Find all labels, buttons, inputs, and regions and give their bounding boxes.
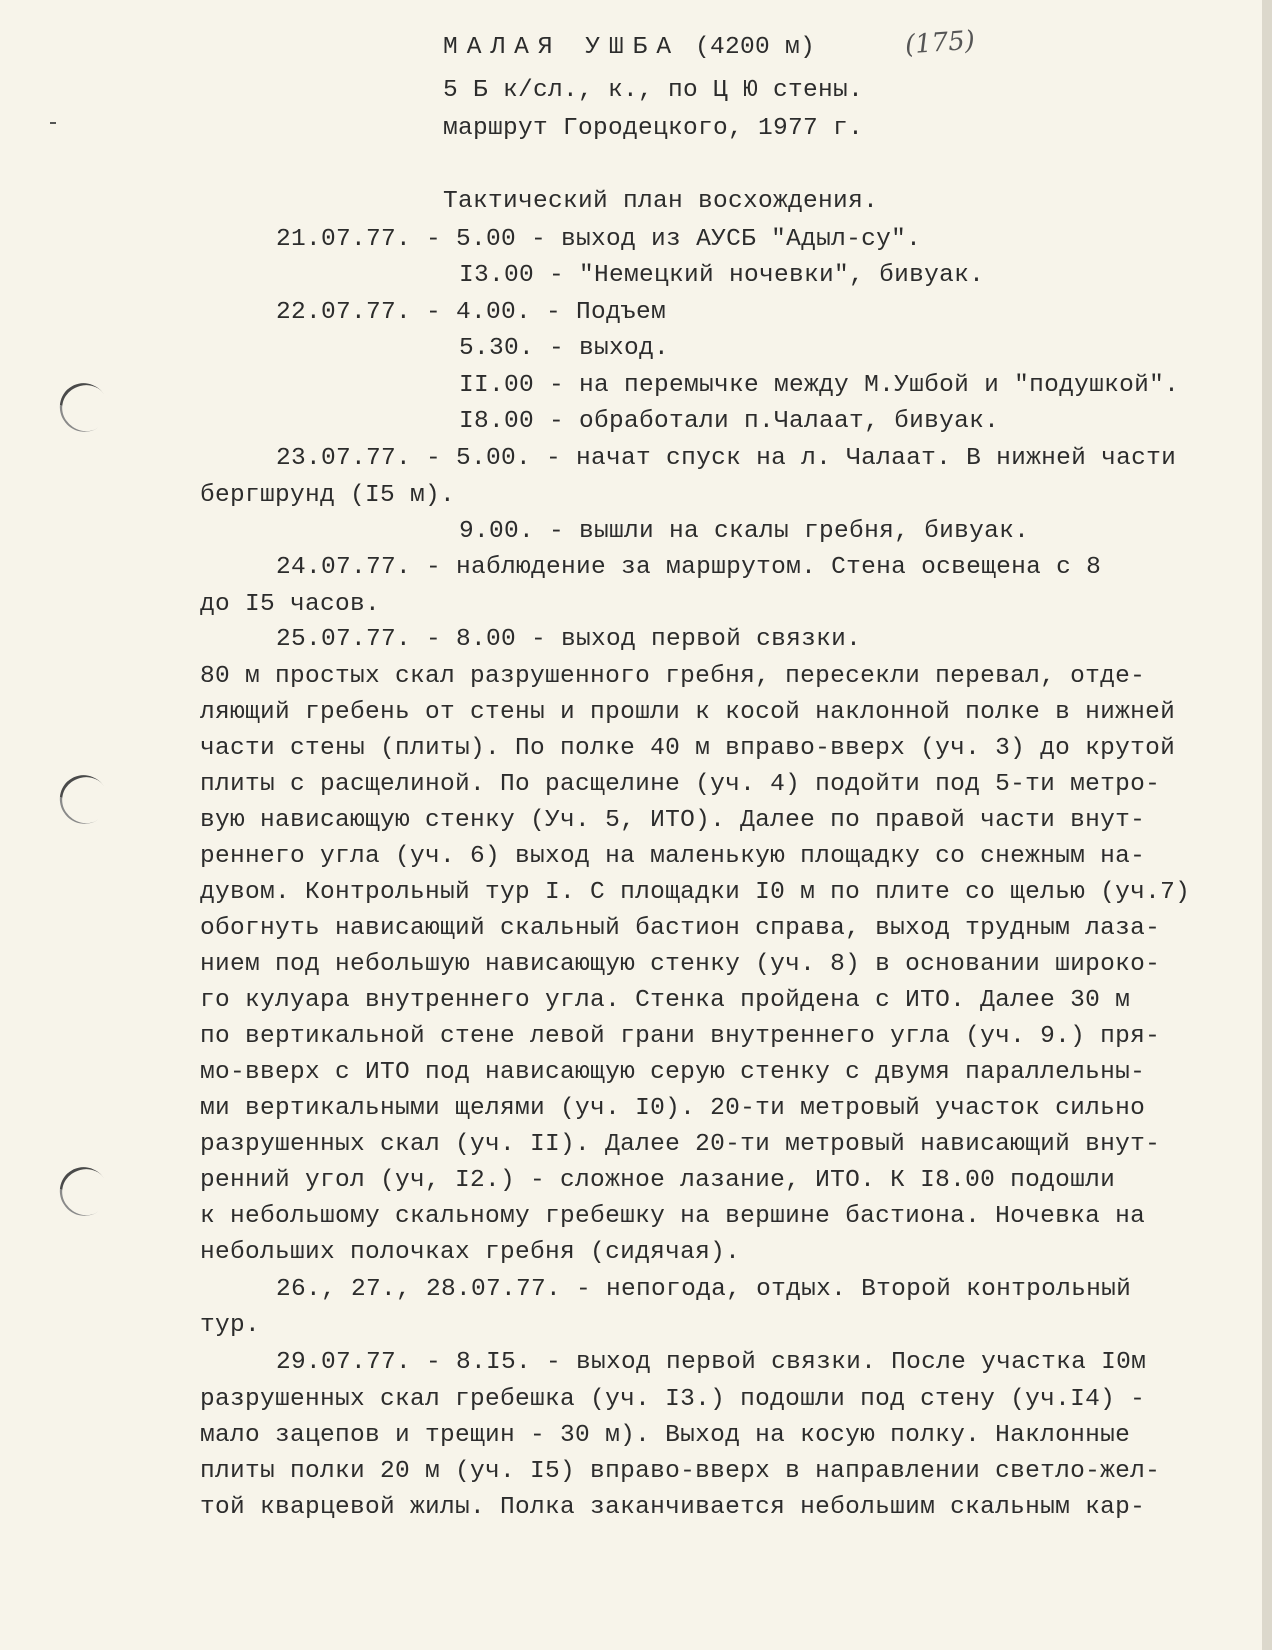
text-line: тур. (200, 1312, 261, 1339)
text-line: ляющий гребень от стены и прошли к косой наклонной полке в нижней (200, 699, 1176, 726)
text-line: ренний угол (уч, I2.) - сложное лазание, ИТО. К I8.00 подошли (200, 1167, 1116, 1194)
text-line: вую нависающую стенку (Уч. 5, ИТО). Далее по правой части внут- (200, 807, 1146, 834)
text-line: 25.07.77. - 8.00 - выход первой связки. (276, 626, 862, 653)
text-line: плиты полки 20 м (уч. I5) вправо-вверх в направлении светло-жел- (200, 1458, 1161, 1485)
plan-title: Тактический план восхождения. (443, 188, 879, 215)
page-edge (1262, 0, 1272, 1650)
text-line: 29.07.77. - 8.I5. - выход первой связки. После участка I0м (276, 1349, 1147, 1376)
text-line: к небольшому скальному гребешку на вершине бастиона. Ночевка на (200, 1203, 1146, 1230)
text-line: небольших полочках гребня (сидячая). (200, 1239, 741, 1266)
text-line: бергшрунд (I5 м). (200, 482, 456, 509)
text-line: дувом. Контрольный тур I. С площадки I0 м по плите со щелью (уч.7) (200, 879, 1191, 906)
text-line: разрушенных скал гребешка (уч. I3.) подошли под стену (уч.I4) - (200, 1386, 1146, 1413)
handwritten-note: (175) (904, 25, 976, 61)
text-line: I8.00 - обработали п.Чалаат, бивуак. (459, 408, 1000, 435)
text-line: нием под небольшую нависающую стенку (уч. 8) в основании широко- (200, 951, 1161, 978)
text-line: обогнуть нависающий скальный бастион справа, выход трудным лаза- (200, 915, 1161, 942)
text-line: той кварцевой жилы. Полка заканчивается небольшим скальным кар- (200, 1494, 1146, 1521)
text-line: 5.30. - выход. (459, 335, 670, 362)
text-line: 80 м простых скал разрушенного гребня, пересекли перевал, отде- (200, 663, 1146, 690)
stray-mark (50, 122, 56, 124)
text-line: II.00 - на перемычке между М.Ушбой и "подушкой". (459, 372, 1180, 399)
category-line: 5 Б к/сл., к., по Ц Ю стены. (443, 77, 864, 104)
text-line: 22.07.77. - 4.00. - Подъем (276, 299, 667, 326)
text-line: 23.07.77. - 5.00. - начат спуск на л. Чалаат. В нижней части (276, 445, 1177, 472)
route-line: маршрут Городецкого, 1977 г. (443, 115, 864, 142)
text-line: реннего угла (уч. 6) выход на маленькую площадку со снежным на- (200, 843, 1146, 870)
title-line (443, 33, 815, 63)
text-line: 26., 27., 28.07.77. - непогода, отдых. Второй контрольный (276, 1276, 1132, 1303)
text-line: части стены (плиты). По полке 40 м вправо-вверх (уч. 3) до крутой (200, 735, 1176, 762)
text-line: мало зацепов и трещин - 30 м). Выход на косую полку. Наклонные (200, 1422, 1131, 1449)
text-line: 24.07.77. - наблюдение за маршрутом. Стена освещена с 8 (276, 554, 1102, 581)
text-line: плиты с расщелиной. По расщелине (уч. 4) подойти под 5-ти метро- (200, 771, 1161, 798)
punch-hole-upper (50, 374, 117, 442)
text-line: 21.07.77. - 5.00 - выход из АУСБ "Адыл-су". (276, 226, 922, 253)
text-line: разрушенных скал (уч. II). Далее 20-ти метровый нависающий внут- (200, 1131, 1161, 1158)
text-line: I3.00 - "Немецкий ночевки", бивуак. (459, 262, 985, 289)
document-title: МАЛАЯ УШБА (443, 34, 681, 61)
text-line: по вертикальной стене левой грани внутреннего угла (уч. 9.) пря- (200, 1023, 1161, 1050)
text-line: го кулуара внутреннего угла. Стенка пройдена с ИТО. Далее 30 м (200, 987, 1131, 1014)
punch-hole-lower (50, 1158, 117, 1226)
text-line: 9.00. - вышли на скалы гребня, бивуак. (459, 518, 1030, 545)
text-line: ми вертикальными щелями (уч. I0). 20-ти метровый участок сильно (200, 1095, 1146, 1122)
altitude: (4200 м) (695, 34, 816, 61)
text-line: мо-вверх с ИТО под нависающую серую стенку с двумя параллельны- (200, 1059, 1146, 1086)
punch-hole-middle (50, 766, 117, 834)
text-line: до I5 часов. (200, 591, 381, 618)
